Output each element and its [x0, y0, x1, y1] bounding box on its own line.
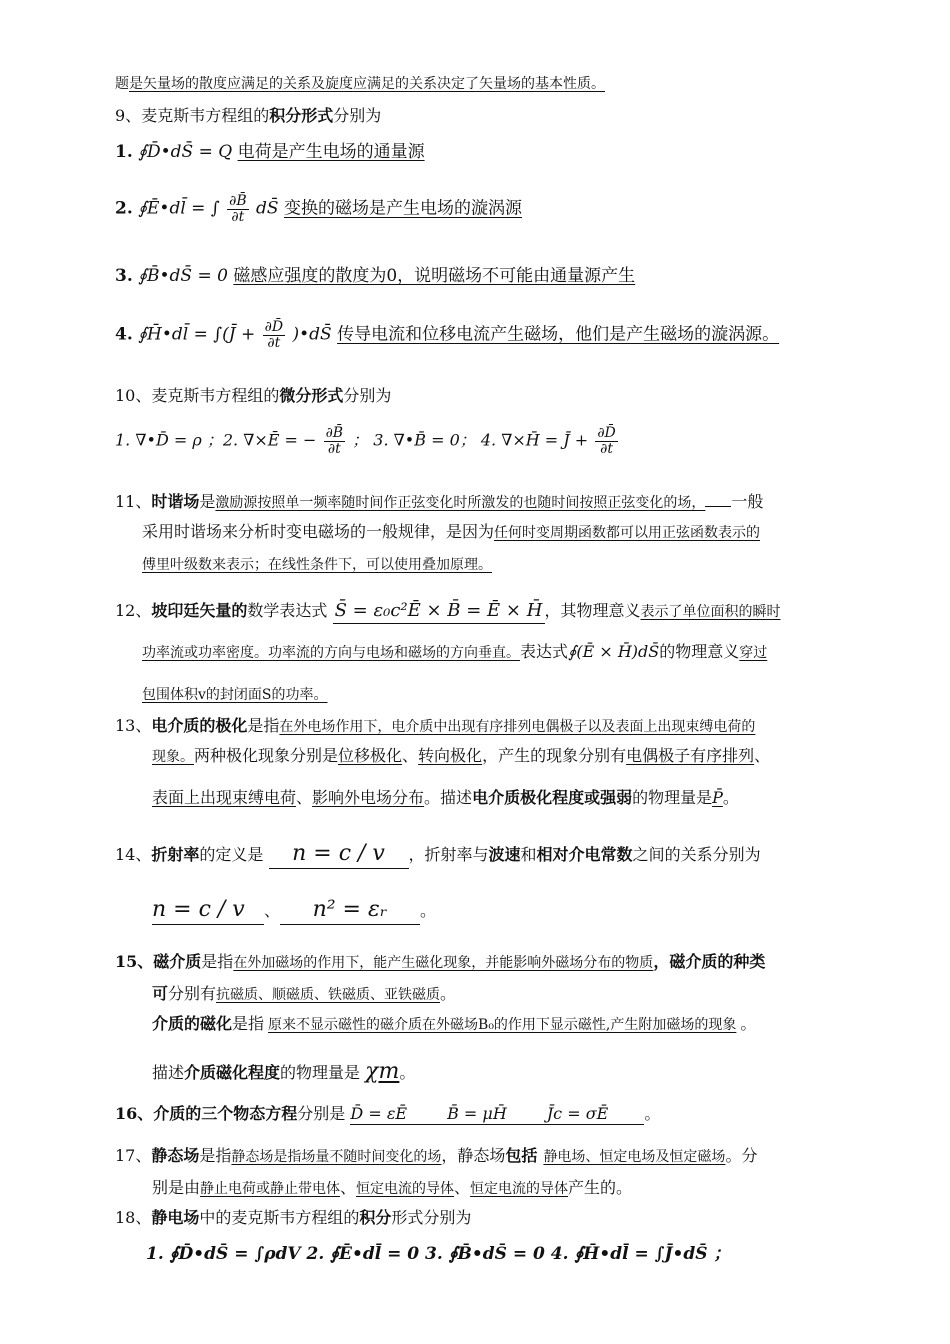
question-number: 13、 — [115, 716, 152, 735]
question-15-line-2 — [152, 984, 456, 1005]
underlined-answer: 静态场是指场量不随时间变化的场 — [231, 1149, 442, 1165]
text: 、 — [454, 1178, 471, 1197]
text: 分别为 — [333, 106, 382, 125]
text: 、 — [402, 746, 419, 765]
underlined-answer: 静电场、恒定电场及恒定磁场 — [543, 1149, 726, 1165]
fraction: $\frac{\partial B̄}{\partial t}$ — [325, 425, 344, 457]
text: 分别为 — [343, 386, 392, 405]
underlined-answer: 原来不显示磁性的磁介质在外磁场B₀的作用下显示磁性,产生附加磁场的现象 — [268, 1017, 737, 1033]
text: 。分 — [725, 1146, 758, 1165]
text: 的物理意义 — [659, 642, 740, 661]
underlined-answer: 傅里叶级数来表示；在线性条件下，可以使用叠加原理。 — [142, 557, 492, 573]
text: 的物理量是 — [632, 788, 713, 807]
underlined-answer: 恒定电流的导体 — [470, 1181, 569, 1197]
equation: n = c / v — [269, 840, 409, 869]
question-number: 17、 — [115, 1146, 152, 1165]
text: ，其物理意义 — [544, 601, 641, 620]
underlined-answer: 功率流或功率密度。功率流的方向与电场和磁场的方向垂直。 — [142, 645, 520, 661]
keyword: 磁介质的种类 — [669, 952, 766, 971]
underlined-answer: 传导电流和位移电流产生磁场，他们是产生磁场的漩涡源。 — [337, 324, 780, 345]
keyword: 积分 — [359, 1208, 392, 1227]
text: 是指 — [201, 952, 234, 971]
keyword: 相对介电常数 — [536, 845, 633, 864]
maxwell-integral-4 — [115, 320, 779, 350]
maxwell-integral-2 — [115, 194, 522, 224]
question-18 — [115, 1208, 471, 1228]
underlined-answer: 转向极化 — [418, 746, 483, 765]
question-number: 12、 — [115, 601, 152, 620]
underlined-answer: 恒定电流的导体 — [356, 1181, 455, 1197]
text-line-0 — [115, 76, 605, 94]
equation: B̄ = μH̄ — [447, 1104, 507, 1123]
underlined-answer: 磁感应强度的散度为0，说明磁场不可能由通量源产生 — [233, 266, 636, 286]
text: 一般 — [731, 492, 764, 511]
question-number: 10、 — [115, 386, 152, 405]
text: 题 — [115, 76, 129, 92]
question-12-line-3 — [142, 684, 328, 705]
text: 描述 — [152, 1063, 185, 1082]
text: 、 — [296, 788, 313, 807]
question-13-line-1 — [115, 716, 755, 737]
equations — [350, 1104, 644, 1125]
electrostatic-equations — [146, 1244, 731, 1265]
keyword: 电介质极化程度或强弱 — [472, 788, 633, 807]
text: 之间的关系分别为 — [632, 845, 761, 864]
text: 产生的。 — [568, 1178, 633, 1197]
question-16 — [115, 1104, 660, 1125]
equation: P̄ — [712, 788, 723, 807]
underlined-answer: 静止电荷或静止带电体 — [200, 1181, 341, 1197]
underlined-answer: 抗磁质、顺磁质、铁磁质、亚铁磁质 — [216, 987, 441, 1003]
keyword: 积分形式 — [269, 106, 334, 125]
underlined-answer: 任何时变周期函数都可以用正弦函数表示的 — [494, 525, 761, 541]
fraction: $\frac{\partial D̄}{\partial t}$ — [264, 319, 284, 351]
text: 。 — [440, 984, 457, 1003]
text: 是指 — [232, 1014, 265, 1033]
keyword: 微分形式 — [279, 386, 344, 405]
keyword: 时谐场 — [151, 492, 200, 511]
text: 、 — [340, 1178, 357, 1197]
question-17-line-2 — [152, 1178, 632, 1199]
equation: )•dS̄ — [292, 324, 332, 345]
keyword: 波速 — [488, 845, 521, 864]
maxwell-integral-1 — [115, 142, 425, 163]
question-12-line-1 — [115, 600, 781, 624]
underlined-answer: 表面上出现束缚电荷 — [152, 788, 297, 807]
equation: 1. ∇•D̄ = ρ ；2. ∇×Ē = − — [115, 430, 317, 450]
text: 麦克斯韦方程组的 — [141, 106, 270, 125]
equation: n = c / v — [152, 896, 264, 925]
text: 。 — [722, 788, 739, 807]
question-number: 18、 — [115, 1208, 152, 1227]
keyword: 介质的三个物态方程 — [153, 1104, 298, 1123]
text: 、 — [754, 746, 771, 765]
equation: ∮(Ē × H̄)dS̄ — [568, 642, 660, 661]
underlined-answer: 激励源按照单一频率随时间作正弦变化时所激发的也随时间按照正弦变化的场， — [215, 495, 706, 511]
keyword: 介质的磁化 — [152, 1014, 233, 1033]
equation: ∮Ē•dl̄ = ∫ — [138, 198, 220, 219]
text: ，静态场 — [441, 1146, 506, 1165]
equation: J̄c = σĒ — [546, 1104, 609, 1123]
question-17-line-1 — [115, 1146, 757, 1167]
text: 、 — [264, 901, 281, 920]
equation: S̄ = ε₀c²Ē × B̄ = Ē × H̄ — [333, 600, 545, 624]
text: 是 — [199, 492, 216, 511]
item-number: 3. — [115, 266, 133, 286]
keyword: 可 — [152, 984, 169, 1003]
underlined-answer: 变换的磁场是产生电场的漩涡源 — [283, 198, 522, 219]
underlined-answer: 包围体积v的封闭面S的功率。 — [142, 687, 328, 703]
text: 的定义是 — [199, 845, 264, 864]
question-15-line-1 — [115, 952, 765, 973]
item-number: 2. — [115, 198, 133, 219]
question-13-line-2 — [152, 746, 770, 767]
text: 和 — [520, 845, 537, 864]
text: 。描述 — [424, 788, 473, 807]
keyword: 静电场 — [151, 1208, 200, 1227]
keyword: 介质磁化程度 — [184, 1063, 281, 1082]
text: 麦克斯韦方程组的 — [151, 386, 280, 405]
equation: n² = εᵣ — [280, 896, 420, 925]
keyword: 磁介质 — [153, 952, 202, 971]
text: 是指 — [199, 1146, 232, 1165]
text: 数学表达式 — [247, 601, 328, 620]
underlined-answer: 电荷是产生电场的通量源 — [237, 142, 425, 162]
underlined-answer: 在外加磁场的作用下，能产生磁化现象，并能影响外磁场分布的物质 — [233, 955, 654, 971]
maxwell-integral-3 — [115, 266, 635, 287]
question-10 — [115, 386, 391, 406]
text: 的物理量是 — [280, 1063, 361, 1082]
equation: ； 3. ∇•B̄ = 0； 4. ∇×H̄ = J̄ + — [352, 430, 589, 450]
question-15-line-3 — [152, 1014, 756, 1035]
text: ， — [653, 952, 670, 971]
question-14-line-2 — [152, 896, 436, 925]
text: 采用时谐场来分析时变电磁场的一般规律，是因为 — [142, 522, 495, 541]
equation: dS̄ — [256, 198, 279, 219]
question-15-line-4 — [152, 1058, 415, 1086]
text: 别是由 — [152, 1178, 201, 1197]
question-12-line-2 — [142, 642, 767, 663]
text: 。 — [740, 1014, 757, 1033]
text: 。 — [644, 1104, 661, 1123]
item-number: 1. — [115, 142, 133, 162]
question-9 — [115, 106, 381, 126]
keyword: 包括 — [505, 1146, 538, 1165]
question-11-line-1 — [115, 492, 763, 513]
equation: 1. ∮D̄•dS̄ = ∫ρdV 2. ∮Ē•dl̄ = 0 3. ∮B̄•dS̄ = 0 4. ∮H̄•dl̄ = ∫J̄•dS̄ ； — [146, 1244, 731, 1264]
underlined-answer: 是矢量场的散度应满足的关系及旋度应满足的关系决定了矢量场的基本性质。 — [129, 76, 605, 92]
item-number: 4. — [115, 324, 133, 345]
question-11-line-2 — [142, 522, 760, 543]
keyword: 静态场 — [151, 1146, 200, 1165]
keyword: 折射率 — [151, 845, 200, 864]
question-number: 16、 — [115, 1104, 154, 1123]
question-14-line-1 — [115, 840, 761, 869]
underlined-answer: 影响外电场分布 — [312, 788, 425, 807]
underlined-answer: 表示了单位面积的瞬时 — [640, 604, 781, 620]
question-number: 15、 — [115, 952, 154, 971]
equation: ∮D̄•dS̄ = Q — [138, 142, 233, 162]
question-number: 11、 — [115, 492, 152, 511]
text: 分别是 — [297, 1104, 346, 1123]
keyword: 坡印廷矢量的 — [151, 601, 248, 620]
text: 表达式 — [520, 642, 569, 661]
question-number: 9、 — [115, 106, 142, 125]
fraction: $\frac{\partial B̄}{\partial t}$ — [229, 193, 247, 225]
text: ，折射率与 — [408, 845, 489, 864]
keyword: 电介质的极化 — [151, 716, 248, 735]
question-11-line-3 — [142, 554, 492, 575]
text: 形式分别为 — [391, 1208, 472, 1227]
equation: χm — [365, 1059, 400, 1084]
equation: ∮B̄•dS̄ = 0 — [138, 266, 228, 286]
equation: D̄ = εĒ — [350, 1104, 408, 1123]
underlined-answer: 穿过 — [739, 645, 768, 661]
text: 两种极化现象分别是 — [194, 746, 339, 765]
maxwell-differential — [115, 426, 620, 456]
underlined-answer: 电偶极子有序排列 — [626, 746, 755, 765]
underlined-answer: 现象。 — [152, 749, 194, 765]
underlined-answer: 在外电场作用下，电介质中出现有序排列电偶极子以及表面上出现束缚电荷的 — [279, 719, 756, 735]
question-13-line-3 — [152, 788, 739, 808]
question-number: 14、 — [115, 845, 152, 864]
text: 。 — [399, 1063, 416, 1082]
underlined-answer: 位移极化 — [338, 746, 403, 765]
text: 是指 — [247, 716, 280, 735]
equation: ∮H̄•dl̄ = ∫(J̄ + — [138, 324, 256, 345]
text: 。 — [420, 901, 437, 920]
text: 分别有 — [168, 984, 217, 1003]
text: 中的麦克斯韦方程组的 — [199, 1208, 360, 1227]
fraction: $\frac{\partial D̄}{\partial t}$ — [597, 425, 616, 457]
text: ，产生的现象分别有 — [482, 746, 627, 765]
